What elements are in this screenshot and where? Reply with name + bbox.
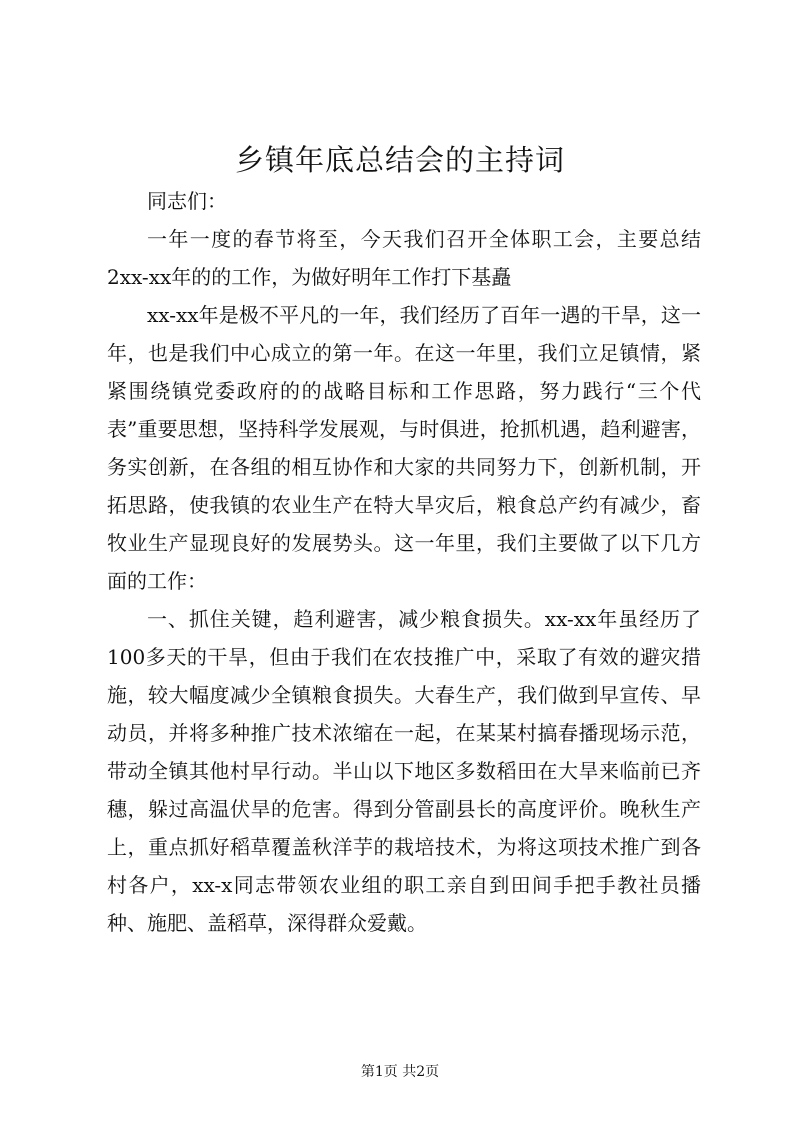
page-number-footer: 第1页 共2页 xyxy=(360,1064,440,1080)
year-summary-paragraph: xx-xx年是极不平凡的一年，我们经历了百年一遇的干旱，这一年，也是我们中心成立的第一年。在这一年里，我们立足镇情，紧紧围绕镇党委政府的的战略目标和工作思路，努力践行“三个代表”重要思想，坚持科学发展观，与时俱进，抢抓机遇，趋利避害，务实创新，在各组的相互协作和大家的共同努力下，创新机制，开拓思路，使我镇的农业生产在特大旱灾后，粮食总产约有减少，畜牧业生产显现良好的发展势头。这一年里，我们主要做了以下几方面的工作： xyxy=(107,303,701,593)
document-title: 乡镇年底总结会的主持词 xyxy=(234,143,565,177)
intro-paragraph: 一年一度的春节将至，今天我们召开全体职工会，主要总结2xx-xx年的的工作，为做好明年工作打下基矗 xyxy=(107,227,701,289)
salutation-paragraph: 同志们： xyxy=(147,189,227,213)
document-body xyxy=(107,182,701,942)
agriculture-work-paragraph: 一、抓住关键，趋利避害，减少粮食损失。xx-xx年虽经历了100多天的干旱，但由于我们在农技推广中，采取了有效的避灾措施，较大幅度减少全镇粮食损失。大春生产，我们做到早宣传、早动员，并将多种推广技术浓缩在一起，在某某村搞春播现场示范，带动全镇其他村早行动。半山以下地区多数稻田在大旱来临前已齐穗，躲过高温伏旱的危害。得到分管副县长的高度评价。晚秋生产上，重点抓好稻草覆盖秋洋芋的栽培技术，为将这项技术推广到各村各户，xx-x同志带领农业组的职工亲自到田间手把手教社员播种、施肥、盖稻草，深得群众爱戴。 xyxy=(107,607,701,935)
